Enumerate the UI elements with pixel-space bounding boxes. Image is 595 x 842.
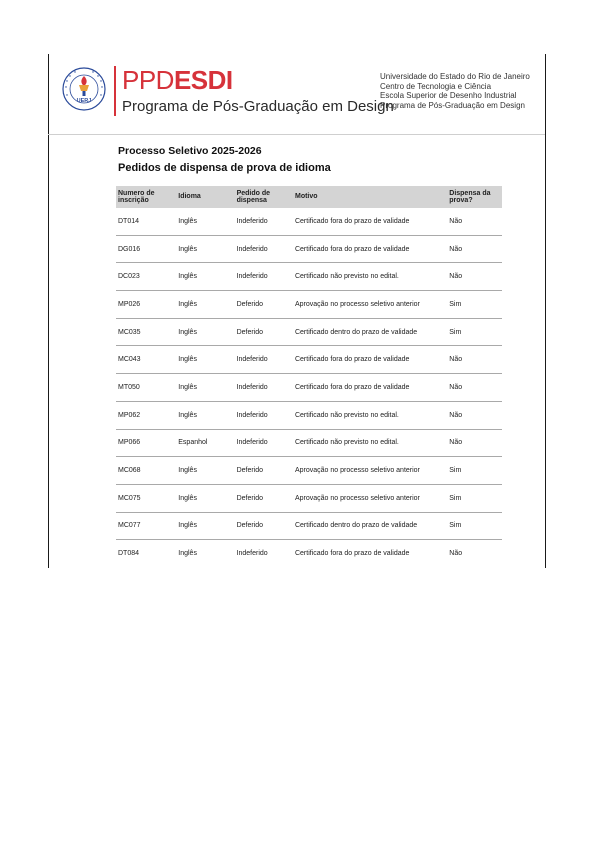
- cell-inscricao: MT050: [116, 374, 176, 402]
- cell-idioma: Inglês: [176, 484, 234, 512]
- table-row: [116, 318, 502, 346]
- cell-dispensa: Sim: [447, 291, 502, 319]
- cell-inscricao: DT014: [116, 208, 176, 235]
- cell-dispensa: Não: [447, 208, 502, 235]
- cell-motivo: Certificado fora do prazo de validade: [293, 208, 447, 235]
- cell-pedido: Indeferido: [235, 374, 293, 402]
- page-left-border: [48, 54, 49, 568]
- cell-pedido: Indeferido: [235, 401, 293, 429]
- cell-motivo: Certificado não previsto no edital.: [293, 263, 447, 291]
- document-subtitle: Pedidos de dispensa de prova de idioma: [118, 162, 331, 174]
- table-row: [116, 263, 502, 291]
- cell-inscricao: MC035: [116, 318, 176, 346]
- col-header-pedido: Pedido de dispensa: [236, 189, 271, 204]
- cell-motivo: Certificado não previsto no edital.: [293, 401, 447, 429]
- cell-idioma: Inglês: [176, 291, 234, 319]
- institution-line: Universidade do Estado do Rio de Janeiro: [380, 72, 530, 81]
- cell-pedido: Deferido: [235, 291, 293, 319]
- cell-inscricao: DG016: [116, 235, 176, 263]
- cell-motivo: Aprovação no processo seletivo anterior: [293, 484, 447, 512]
- table-row: [116, 457, 502, 485]
- cell-dispensa: Não: [447, 263, 502, 291]
- cell-inscricao: MC077: [116, 512, 176, 540]
- uerj-seal-logo: [62, 67, 106, 111]
- cell-dispensa: Sim: [447, 484, 502, 512]
- brand-bold-text: ESDI: [173, 65, 233, 95]
- cell-motivo: Certificado dentro do prazo de validade: [293, 318, 447, 346]
- cell-motivo: Aprovação no processo seletivo anterior: [293, 291, 447, 319]
- cell-motivo: Certificado fora do prazo de validade: [293, 235, 447, 263]
- cell-dispensa: Sim: [447, 457, 502, 485]
- cell-dispensa: Não: [449, 550, 463, 558]
- cell-inscricao: DC023: [116, 263, 176, 291]
- table-row: [116, 540, 502, 567]
- svg-text:UERJ: UERJ: [76, 98, 92, 104]
- cell-idioma: Inglês: [176, 401, 234, 429]
- cell-pedido: Deferido: [235, 484, 293, 512]
- cell-inscricao: MC068: [116, 457, 176, 485]
- cell-inscricao: MC075: [116, 484, 176, 512]
- cell-dispensa: Sim: [447, 512, 502, 540]
- cell-idioma: Inglês: [176, 457, 234, 485]
- cell-pedido: Indeferido: [235, 235, 293, 263]
- ppdesdi-logo: [122, 67, 233, 93]
- col-header-inscricao: Numero de inscrição: [118, 189, 155, 204]
- cell-motivo: Certificado fora do prazo de validade: [293, 374, 447, 402]
- cell-inscricao: DT084: [118, 550, 140, 558]
- cell-dispensa: Não: [447, 374, 502, 402]
- cell-motivo: Aprovação no processo seletivo anterior: [293, 457, 447, 485]
- table-row: [116, 512, 502, 540]
- cell-dispensa: Não: [447, 401, 502, 429]
- institution-block: [380, 72, 530, 110]
- cell-motivo: Certificado fora do prazo de validade: [293, 346, 447, 374]
- table-row: [116, 208, 502, 235]
- cell-dispensa: Não: [447, 429, 502, 457]
- cell-pedido: Deferido: [235, 318, 293, 346]
- cell-inscricao: MC043: [116, 346, 176, 374]
- col-header-motivo: Motivo: [294, 193, 318, 201]
- cell-idioma: Inglês: [178, 550, 197, 558]
- cell-idioma: Inglês: [176, 512, 234, 540]
- institution-line: Programa de Pós-Graduação em Design: [380, 100, 525, 110]
- table-row: [116, 291, 502, 319]
- col-header-dispensa: Dispensa da prova?: [449, 189, 491, 204]
- cell-motivo: Certificado fora do prazo de validade: [294, 550, 410, 558]
- cell-motivo: Certificado não previsto no edital.: [293, 429, 447, 457]
- cell-pedido: Indeferido: [235, 208, 293, 235]
- cell-idioma: Inglês: [176, 263, 234, 291]
- table-row: [116, 429, 502, 457]
- table-header-row: [116, 186, 502, 208]
- cell-motivo: Certificado dentro do prazo de validade: [293, 512, 447, 540]
- col-header-idioma: Idioma: [178, 193, 201, 201]
- cell-idioma: Inglês: [176, 208, 234, 235]
- cell-inscricao: MP066: [116, 429, 176, 457]
- table-row: [116, 374, 502, 402]
- cell-dispensa: Não: [447, 235, 502, 263]
- results-table: [116, 186, 502, 567]
- cell-pedido: Deferido: [235, 512, 293, 540]
- document-title: Processo Seletivo 2025-2026: [118, 145, 262, 157]
- table-row: [116, 484, 502, 512]
- page-right-border: [545, 54, 546, 568]
- brand-light-text: PPD: [122, 65, 174, 95]
- institution-line: Escola Superior de Desenho Industrial: [380, 91, 517, 101]
- table-row: [116, 235, 502, 263]
- cell-dispensa: Sim: [447, 318, 502, 346]
- cell-pedido: Indeferido: [235, 346, 293, 374]
- cell-inscricao: MP026: [116, 291, 176, 319]
- cell-pedido: Indeferido: [236, 550, 268, 558]
- cell-idioma: Inglês: [176, 374, 234, 402]
- cell-pedido: Deferido: [235, 457, 293, 485]
- program-name: Programa de Pós-Graduação em Design: [122, 98, 394, 115]
- cell-inscricao: MP062: [116, 401, 176, 429]
- cell-idioma: Espanhol: [176, 429, 234, 457]
- table-row: [116, 401, 502, 429]
- cell-idioma: Inglês: [176, 318, 234, 346]
- table-row: [116, 346, 502, 374]
- cell-idioma: Inglês: [176, 235, 234, 263]
- brand-accent-bar: [114, 66, 116, 116]
- cell-idioma: Inglês: [176, 346, 234, 374]
- cell-dispensa: Não: [447, 346, 502, 374]
- cell-pedido: Indeferido: [235, 429, 293, 457]
- cell-pedido: Indeferido: [235, 263, 293, 291]
- institution-line: Centro de Tecnologia e Ciência: [380, 81, 492, 91]
- header-divider: [48, 134, 545, 135]
